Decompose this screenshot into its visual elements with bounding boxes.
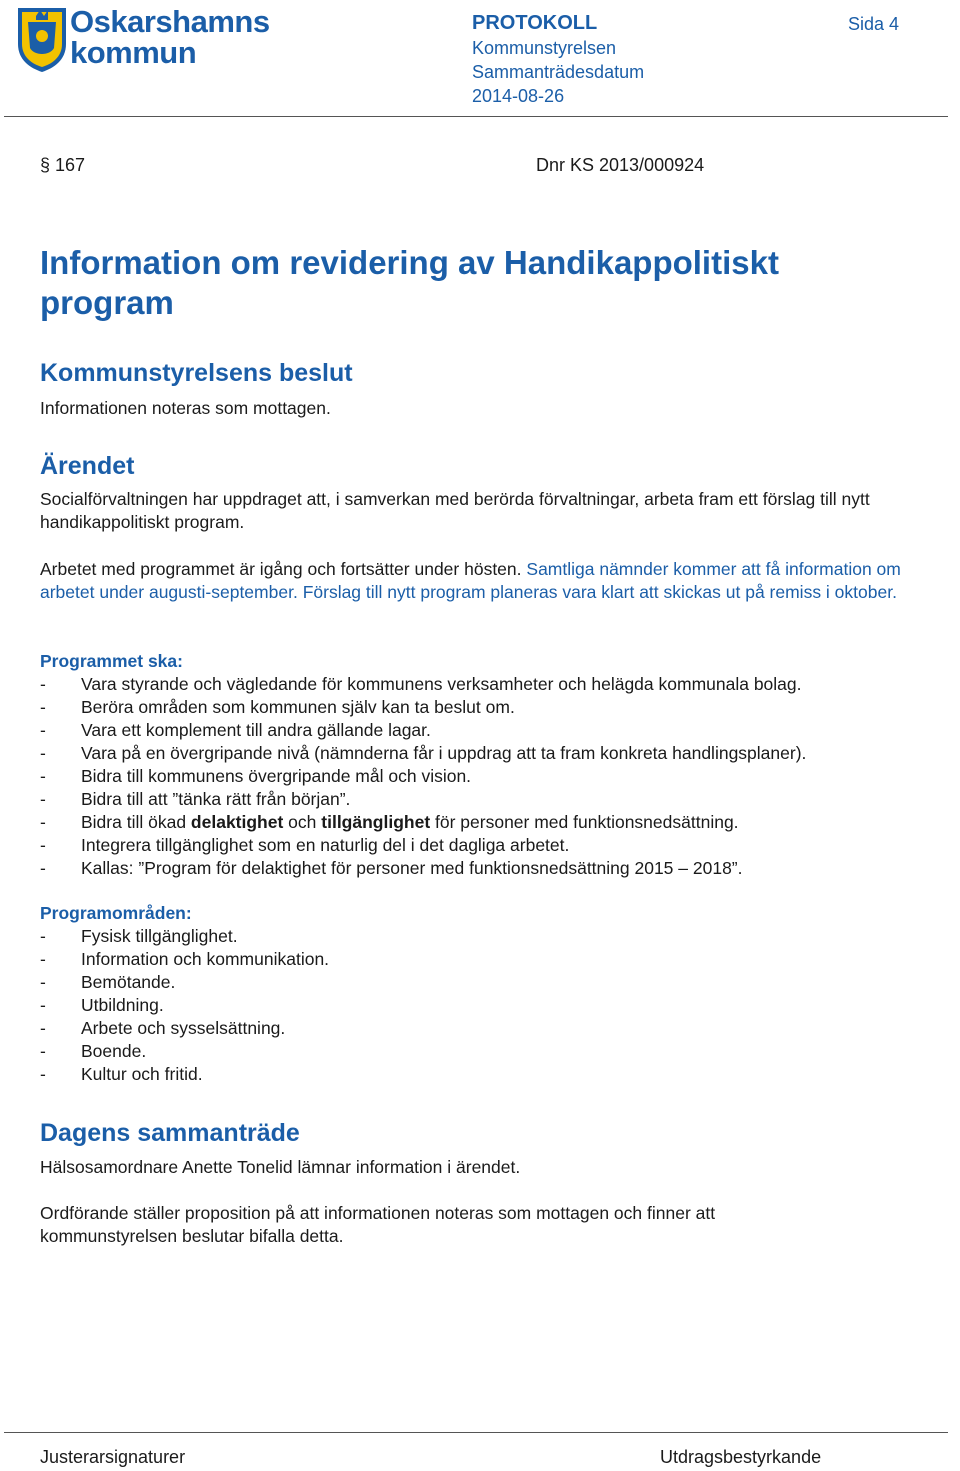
decision-text: Informationen noteras som mottagen. <box>40 398 331 418</box>
date-label: Sammanträdesdatum <box>472 62 645 82</box>
case-number <box>40 154 85 177</box>
municipality-name-line1: Oskarshamns <box>70 4 270 39</box>
item-bold: delaktighet <box>190 812 284 832</box>
footer-signatures: Justerarsignaturer <box>40 1447 186 1467</box>
meeting-paragraph-1: Hälsosamordnare Anette Tonelid lämnar information i ärendet. <box>40 1157 521 1177</box>
meeting-heading: Dagens sammanträde <box>40 1119 300 1147</box>
page-title: Information om revidering av Handikappolitiskt program <box>40 244 779 321</box>
header-divider <box>4 116 948 117</box>
document-type: PROTOKOLL <box>472 12 598 34</box>
page-number: Sida 4 <box>848 14 900 34</box>
areas-heading: Programområden: <box>40 903 192 923</box>
body-name: Kommunstyrelsen <box>472 38 617 58</box>
matter-p2-sentence-3: Förslag till nytt program planeras vara klart att skickas ut på remiss i oktober. <box>302 582 897 602</box>
list-item: - Integrera tillgänglighet som en naturlig del i det dagliga arbetet. <box>40 834 940 857</box>
list-item: - Kultur och fritid. <box>40 1063 640 1086</box>
list-item: - Bemötande. <box>40 971 640 994</box>
list-item: - Vara på en övergripande nivå (nämnderna får i uppdrag att ta fram konkreta handlingsplaner). <box>40 742 940 765</box>
program-heading: Programmet ska: <box>40 651 183 671</box>
municipality-name <box>70 6 270 68</box>
list-item: - Utbildning. <box>40 994 640 1017</box>
matter-heading: Ärendet <box>40 452 135 480</box>
matter-p2-sentence-1: Arbetet med programmet är igång och fortsätter under hösten. <box>40 559 522 579</box>
item-bold: tillgänglighet <box>321 812 431 832</box>
meeting-date: 2014-08-26 <box>472 86 565 106</box>
meeting-paragraph-2: Ordförande ställer proposition på att informationen noteras som mottagen och finner att kommunstyrelsen beslutar bifalla detta. <box>40 1203 716 1246</box>
list-item: - Vara styrande och vägledande för kommunens verksamheter och helägda kommunala bolag. <box>40 673 940 696</box>
list-item: - Bidra till att ”tänka rätt från början”. <box>40 788 940 811</box>
item-text: och <box>283 812 322 832</box>
section-symbol: § <box>40 155 51 175</box>
areas-list <box>40 925 640 1086</box>
footer-divider <box>4 1432 948 1433</box>
program-list <box>40 673 940 880</box>
municipality-name-line2: kommun <box>70 35 197 70</box>
item-text: Bidra till ökad <box>81 812 191 832</box>
item-text: för personer med funktionsnedsättning. <box>430 812 739 832</box>
case-number-value: 167 <box>55 155 86 175</box>
list-item: - Boende. <box>40 1040 640 1063</box>
list-item: - Bidra till kommunens övergripande mål och vision. <box>40 765 940 788</box>
list-item: - Arbete och sysselsättning. <box>40 1017 640 1040</box>
case-dnr: Dnr KS 2013/000924 <box>536 155 705 175</box>
list-item <box>40 811 940 834</box>
matter-p2-sentence-2: Samtliga nämnder kommer att få information om arbetet under augusti-september. <box>40 559 901 602</box>
matter-paragraph-2 <box>40 558 920 604</box>
matter-paragraph-1: Socialförvaltningen har uppdraget att, i samverkan med berörda förvaltningar, arbeta fram ett förslag till nytt handikappolitiskt program. <box>40 489 870 532</box>
list-item: - Beröra områden som kommunen själv kan ta beslut om. <box>40 696 940 719</box>
list-item: - Vara ett komplement till andra gällande lagar. <box>40 719 940 742</box>
list-item: - Fysisk tillgänglighet. <box>40 925 640 948</box>
decision-heading: Kommunstyrelsens beslut <box>40 359 353 387</box>
coat-of-arms-icon <box>14 4 70 74</box>
list-item: - Kallas: ”Program för delaktighet för personer med funktionsnedsättning 2015 – 2018”. <box>40 857 940 880</box>
footer-certification: Utdragsbestyrkande <box>660 1447 822 1467</box>
list-item: - Information och kommunikation. <box>40 948 640 971</box>
